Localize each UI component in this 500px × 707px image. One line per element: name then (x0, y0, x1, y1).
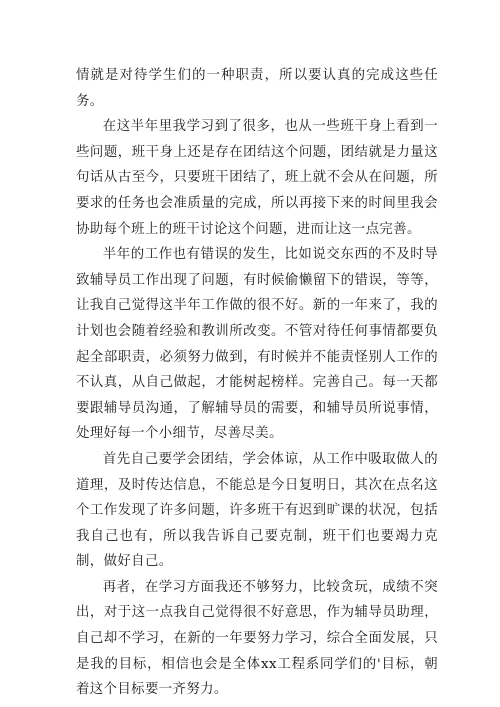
paragraph-continued: 情就是对待学生们的一种职责，所以要认真的完成这些任务。 (76, 68, 438, 109)
paragraph-self-discipline: 首先自己要学会团结，学会体谅，从工作中吸取做人的道理，及时传达信息，不能总是今日复明日，其次在点名这个工作发现了许多问题，许多班干有迟到旷课的状况，包括我自己也有，所以我告诉自己要克制，班干们也要竭力克制，做好自己。 (76, 451, 438, 570)
document-body (76, 63, 438, 703)
paragraph-mistakes-and-plan: 半年的工作也有错误的发生，比如说交东西的不及时导致辅导员工作出现了问题，有时候偷懒留下的错误，等等，让我自己觉得这半年工作做的很不好。新的一年来了，我的计划也会随着经验和教训所改变。不管对待任何事情都要负起全部职责，必须努力做到，有时候并不能责怪别人工作的不认真，从自己做起，才能树起榜样。完善自己。每一天都要跟辅导员沟通，了解辅导员的需要，和辅导员所说事情，处理好每一个小细节，尽善尽美。 (76, 247, 438, 442)
paragraph-study-goals: 再者，在学习方面我还不够努力，比较贪玩，成绩不突出，对于这一点我自己觉得很不好意思，作为辅导员助理，自己却不学习，在新的一年要努力学习，综合全面发展，只是我的目标，相信也会是全体xx工程系同学们的'目标，朝着这个目标要一齐努力。 (76, 579, 438, 698)
paragraph-team-unity: 在这半年里我学习到了很多，也从一些班干身上看到一些问题，班干身上还是存在团结这个问题，团结就是力量这句话从古至今，只要班干团结了，班上就不会从在问题，所要求的任务也会准质量的完成，所以再接下来的时间里我会协助每个班上的班干讨论这个问题，进而让这一点完善。 (76, 119, 438, 237)
